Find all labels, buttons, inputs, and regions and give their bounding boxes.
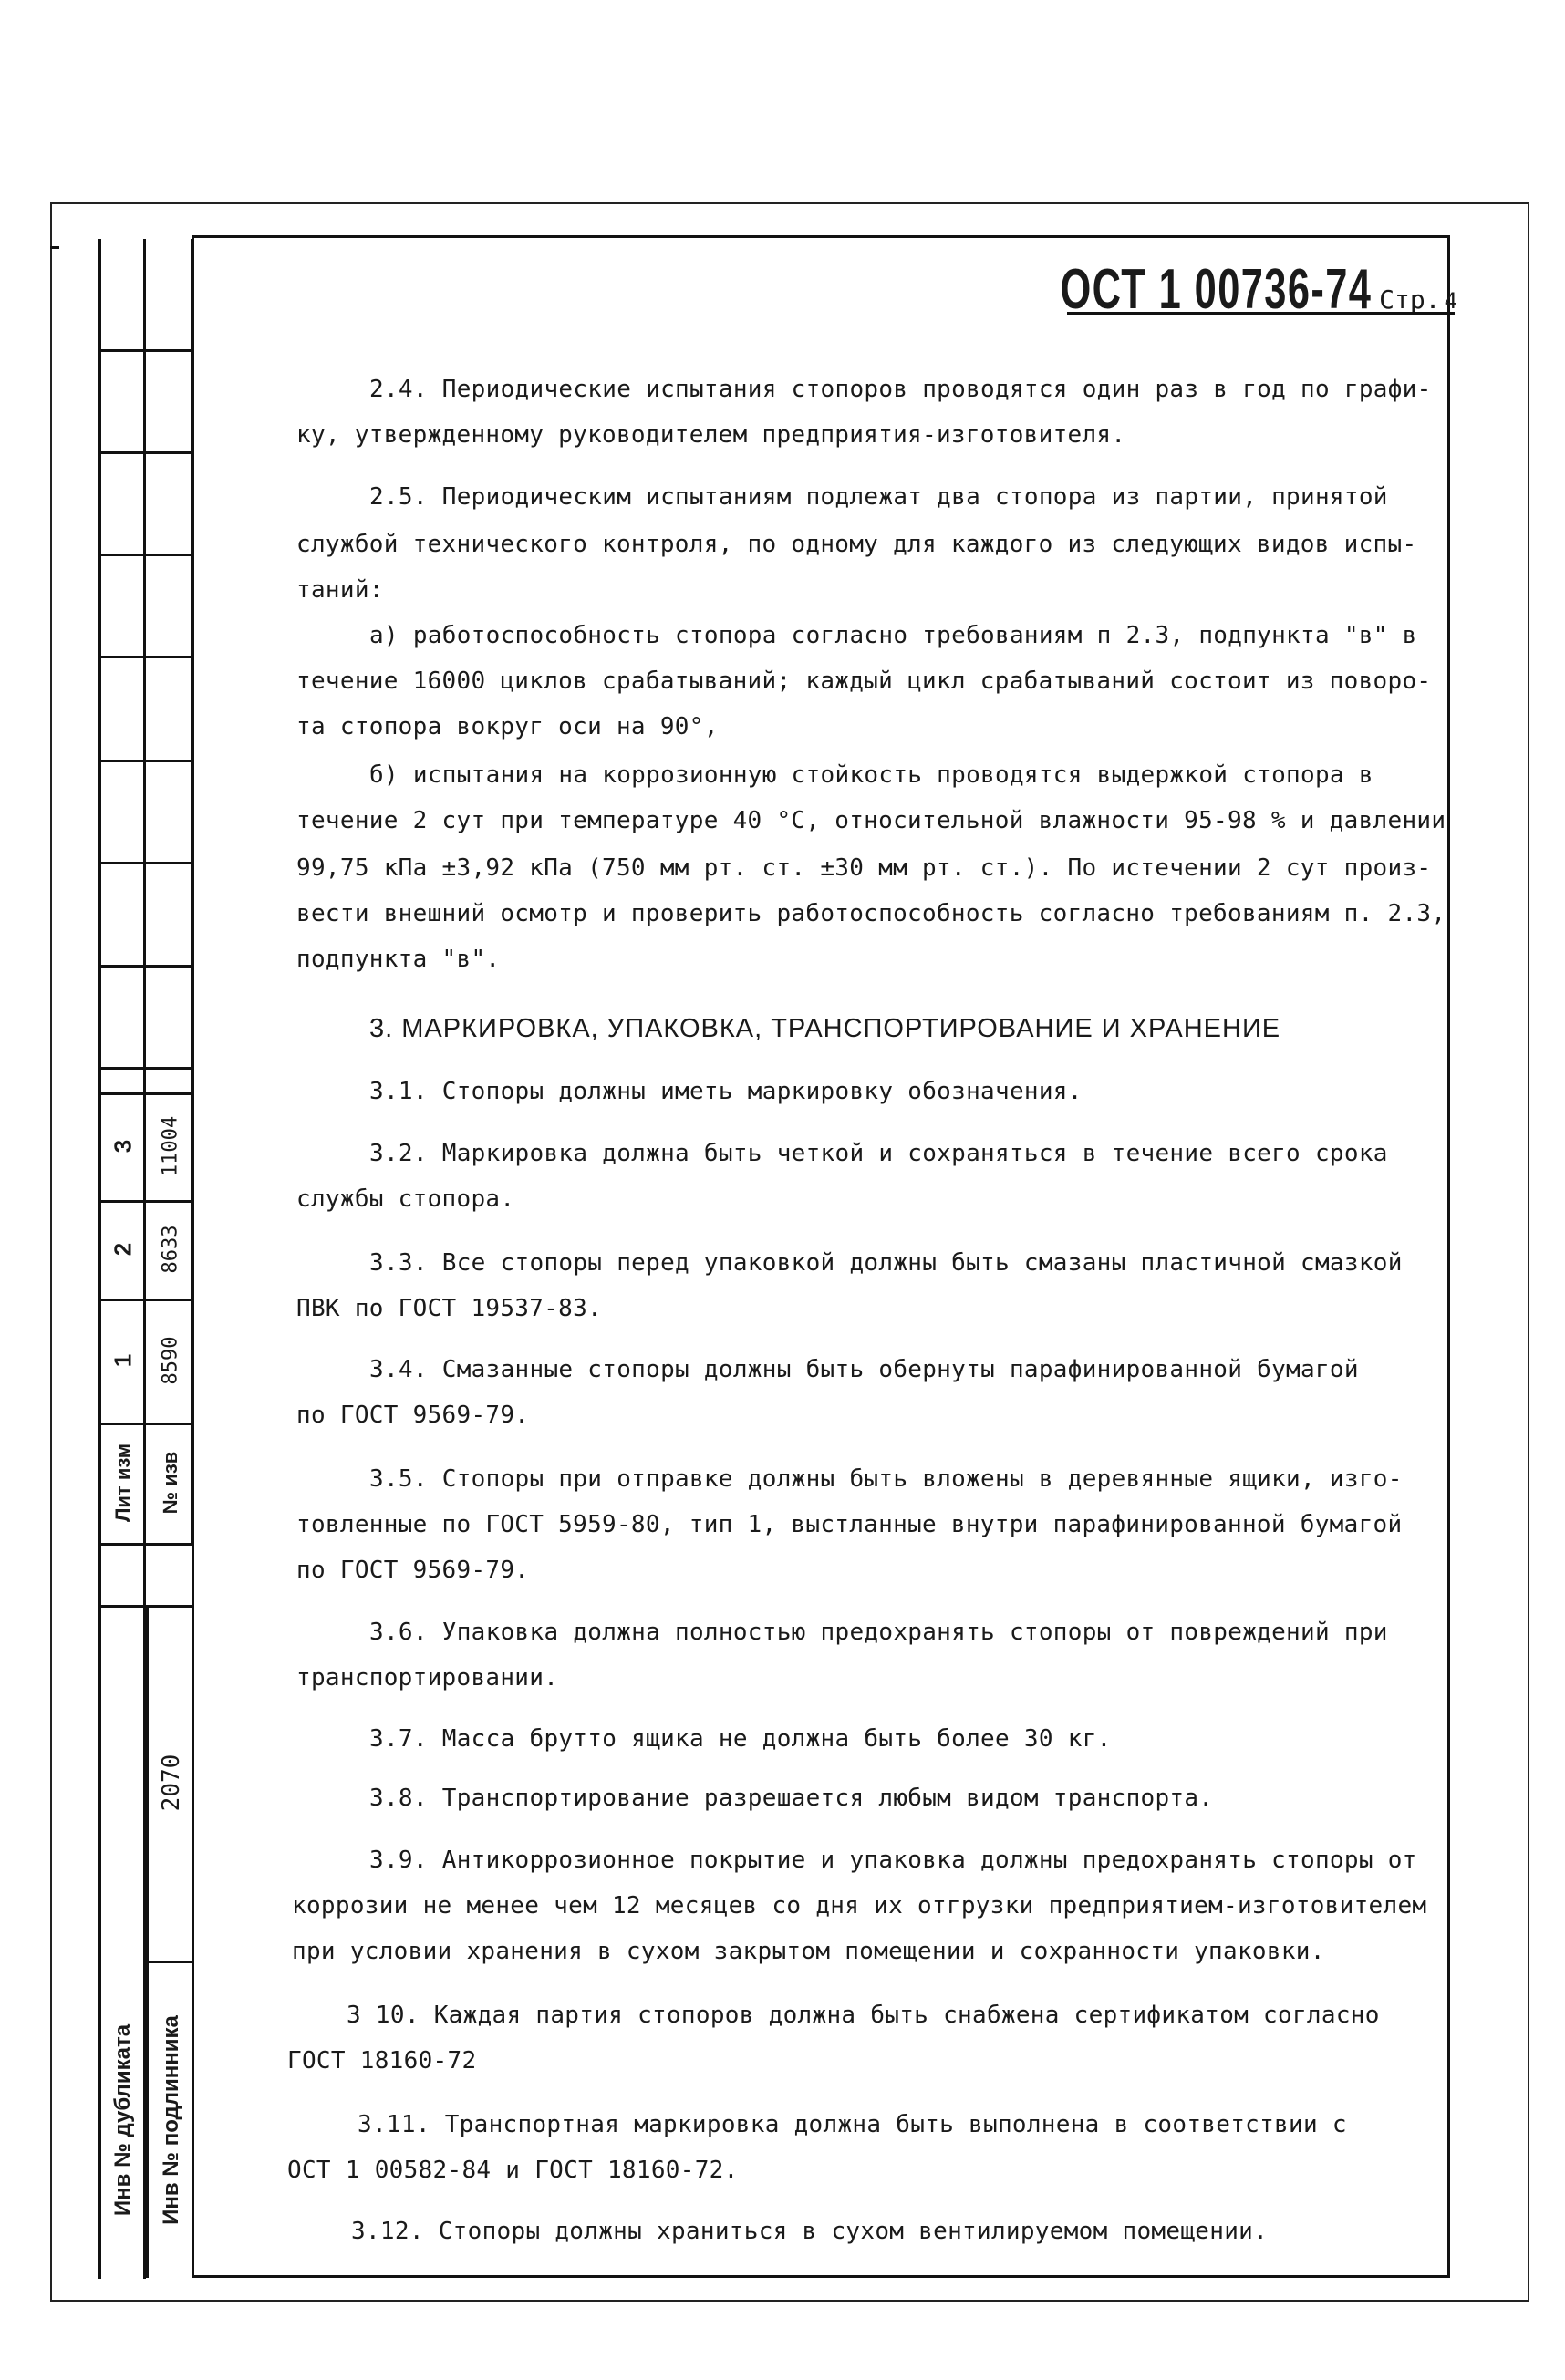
text-line: ГОСТ 18160-72 <box>287 2047 477 2075</box>
stamp-rule <box>98 862 193 864</box>
text-line: 3.1. Стопоры должны иметь маркировку обозначения. <box>369 1078 1083 1105</box>
text-line: вести внешний осмотр и проверить работоспособность согласно требованиям п. 2.3, <box>296 900 1446 927</box>
stamp-rule <box>98 349 193 352</box>
stamp-izv-3: 11004 <box>159 1115 182 1177</box>
text-line: 3.2. Маркировка должна быть четкой и сохраняться в течение всего срока <box>369 1140 1388 1167</box>
stamp-rule <box>98 1543 193 1546</box>
header-underline <box>1067 312 1455 315</box>
stamp-inv-dublikata-label: Инв № дубликата <box>110 2023 135 2217</box>
page-label: Стр. <box>1379 285 1441 315</box>
text-line: та стопора вокруг оси на 90°, <box>296 713 719 740</box>
stamp-izv-1: 8590 <box>159 1336 182 1385</box>
text-line: транспортировании. <box>296 1664 559 1692</box>
stamp-rule <box>98 965 193 968</box>
text-line: службой технического контроля, по одному для каждого из следующих видов испы- <box>296 531 1417 558</box>
text-line: 3.5. Стопоры при отправке должны быть вложены в деревянные ящики, изго- <box>369 1465 1403 1493</box>
stamp-izv-2: 8633 <box>159 1225 182 1274</box>
text-line: течение 16000 циклов срабатываний; каждый цикл срабатываний состоит из поворо- <box>296 667 1432 695</box>
text-line: 2.4. Периодические испытания стопоров проводятся один раз в год по графи- <box>369 376 1432 403</box>
stamp-inv-podlinnika-label: Инв № подлинника <box>159 2015 183 2225</box>
text-line: 3.9. Антикоррозионное покрытие и упаковка должны предохранять стопоры от <box>369 1847 1417 1874</box>
stamp-rule <box>98 760 193 762</box>
text-line: течение 2 сут при температуре 40 °С, относительной влажности 95-98 % и давлении <box>296 807 1446 834</box>
stamp-inv-number: 2070 <box>158 1754 185 1812</box>
stamp-rule <box>98 1067 193 1070</box>
stamp-rule <box>146 1961 193 1963</box>
text-line: 99,75 кПа ±3,92 кПа (750 мм рт. ст. ±30 мм рт. ст.). По истечении 2 сут произ- <box>296 854 1432 882</box>
text-line: ОСТ 1 00582-84 и ГОСТ 18160-72. <box>287 2157 739 2184</box>
stamp-rule <box>98 451 193 454</box>
corner-tick <box>50 246 59 249</box>
stamp-nom-izv-label: № изв <box>159 1451 181 1515</box>
text-line: 3.6. Упаковка должна полностью предохранять стопоры от повреждений при <box>369 1619 1388 1646</box>
text-line: 3.7. Масса брутто ящика не должна быть более 30 кг. <box>369 1725 1112 1753</box>
stamp-lit-1: 1 <box>109 1353 137 1368</box>
text-line: по ГОСТ 9569-79. <box>296 1557 530 1584</box>
text-line: при условии хранения в сухом закрытом помещении и сохранности упаковки. <box>292 1938 1325 1965</box>
text-line: 2.5. Периодическим испытаниям подлежат два стопора из партии, принятой <box>369 483 1388 511</box>
text-line: 3.11. Транспортная маркировка должна быть выполнена в соответствии с <box>358 2111 1347 2138</box>
text-line: по ГОСТ 9569-79. <box>296 1402 530 1429</box>
text-line: 3.4. Смазанные стопоры должны быть обернуты парафинированной бумагой <box>369 1356 1359 1383</box>
text-line: подпункта "в". <box>296 946 501 973</box>
text-line: а) работоспособность стопора согласно требованиям п 2.3, подпункта "в" в <box>369 622 1417 649</box>
stamp-rule <box>98 656 193 658</box>
text-line: ку, утвержденному руководителем предприятия-изготовителя. <box>296 421 1126 449</box>
text-line: ПВК по ГОСТ 19537-83. <box>296 1295 603 1322</box>
stamp-rule <box>98 554 193 556</box>
page-number: 4 <box>1444 288 1457 314</box>
text-line: таний: <box>296 576 384 604</box>
text-line: 3 10. Каждая партия стопоров должна быть снабжена сертификатом согласно <box>347 2002 1380 2029</box>
text-line: товленные по ГОСТ 5959-80, тип 1, выстланные внутри парафинированной бумагой <box>296 1511 1403 1538</box>
stamp-lit-2: 2 <box>109 1242 137 1257</box>
section-heading: 3. МАРКИРОВКА, УПАКОВКА, ТРАНСПОРТИРОВАНИЕ И ХРАНЕНИЕ <box>369 1014 1281 1043</box>
text-line: коррозии не менее чем 12 месяцев со дня их отгрузки предприятием-изготовителем <box>292 1892 1427 1920</box>
stamp-lit-izm-label: Лит изм <box>111 1443 134 1523</box>
text-line: службы стопора. <box>296 1185 515 1213</box>
document-code: ОСТ 1 00736-74 <box>1060 258 1373 321</box>
text-line: 3.12. Стопоры должны храниться в сухом вентилируемом помещении. <box>351 2218 1269 2245</box>
text-line: б) испытания на коррозионную стойкость проводятся выдержкой стопора в <box>369 761 1373 789</box>
text-line: 3.3. Все стопоры перед упаковкой должны быть смазаны пластичной смазкой <box>369 1249 1403 1277</box>
text-line: 3.8. Транспортирование разрешается любым видом транспорта. <box>369 1785 1214 1812</box>
stamp-rule-vertical <box>146 1605 149 2278</box>
stamp-lit-3: 3 <box>109 1139 137 1154</box>
